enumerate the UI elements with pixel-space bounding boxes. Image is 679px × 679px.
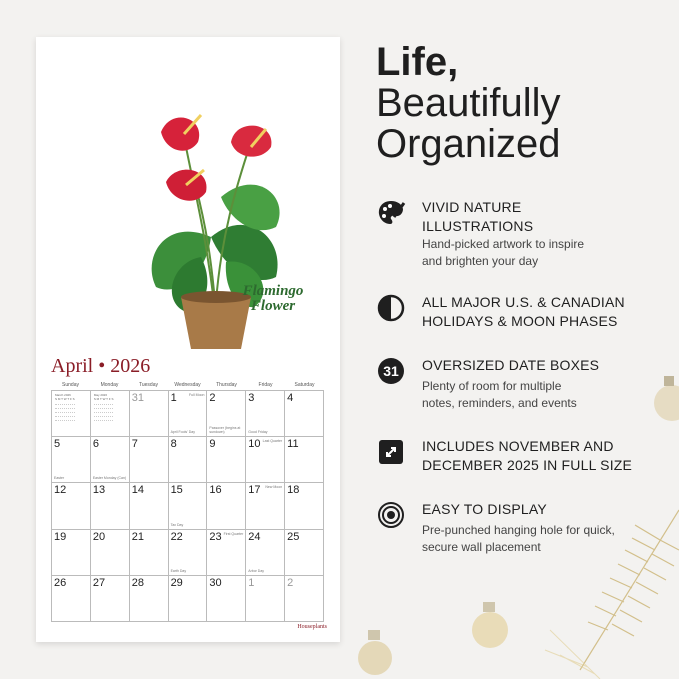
date-number: 17 — [248, 484, 261, 497]
date-number: 2 — [209, 392, 216, 404]
plant-caption-line1: Flamingo — [242, 283, 304, 299]
date-cell — [246, 391, 285, 437]
date-number: 25 — [287, 530, 300, 543]
date-cell — [207, 576, 246, 622]
date-cell — [246, 483, 285, 529]
date-cell — [52, 483, 91, 529]
weekday-label: Thursday — [216, 382, 237, 388]
weekday-label: Sunday — [62, 382, 79, 388]
mini-calendar-header: S M T W T F S — [55, 397, 75, 401]
headline-line2: Beautifully — [376, 81, 561, 125]
expand-icon — [376, 437, 406, 467]
mini-calendar-row — [55, 417, 75, 421]
holiday-note: Easter — [54, 476, 65, 481]
date-number: 22 — [170, 530, 183, 543]
date-cell — [169, 483, 208, 529]
date-cell — [169, 437, 208, 483]
weekday-label: Tuesday — [139, 382, 158, 388]
calendar-31-icon-text: 31 — [383, 363, 399, 379]
date-cell — [207, 437, 246, 483]
date-number: 24 — [248, 530, 261, 543]
date-cell — [285, 437, 324, 483]
date-cell — [207, 483, 246, 529]
feature-desc-line2: notes, reminders, and events — [422, 396, 577, 410]
ornament-right-decoration — [650, 368, 679, 428]
feature-title-line1: EASY TO DISPLAY — [422, 501, 547, 517]
date-cell — [52, 391, 91, 437]
feature-title — [422, 356, 599, 375]
feature-title-line1: ALL MAJOR U.S. & CANADIAN — [422, 294, 625, 310]
headline — [376, 42, 561, 165]
feature-title — [422, 437, 632, 475]
mini-calendar-title: March 2026 — [55, 393, 71, 397]
date-number: 15 — [170, 484, 183, 497]
date-cell — [91, 576, 130, 622]
plant-caption-line2: Flower — [250, 298, 296, 314]
pine-branch-decoration — [540, 480, 679, 679]
weekday-label: Friday — [258, 382, 273, 388]
date-number: 5 — [54, 438, 61, 451]
date-cell — [207, 530, 246, 576]
date-cell — [246, 437, 285, 483]
weekday-label: Saturday — [294, 382, 315, 388]
headline-line3: Organized — [376, 122, 561, 166]
date-number: 3 — [248, 392, 255, 404]
month-title — [51, 355, 150, 378]
brand-label: Houseplants — [297, 624, 327, 630]
feature-title — [422, 293, 625, 331]
date-number: 7 — [131, 438, 138, 451]
calendar-31-icon — [376, 356, 406, 386]
date-cell — [285, 391, 324, 437]
month-name: April — [51, 355, 94, 377]
holiday-note: Good Friday — [248, 430, 268, 435]
date-number: 1 — [170, 392, 177, 404]
date-number: 27 — [92, 576, 106, 589]
date-cell — [91, 437, 130, 483]
date-number: 26 — [54, 576, 67, 589]
ornament-bottom-decoration — [355, 600, 515, 679]
date-cell — [91, 483, 130, 529]
plant-caption — [228, 284, 318, 314]
date-number: 23 — [209, 530, 222, 543]
date-number: 14 — [131, 484, 144, 497]
date-number: 2 — [287, 576, 294, 589]
feature-desc-line1: Hand-picked artwork to inspire — [422, 237, 585, 251]
date-number: 31 — [131, 392, 144, 404]
date-cell — [130, 437, 169, 483]
date-number: 4 — [287, 392, 294, 404]
date-number: 8 — [170, 438, 177, 451]
palette-icon — [376, 198, 406, 228]
mini-calendar-header: S M T W T F S — [93, 397, 114, 401]
date-number: 20 — [92, 530, 106, 543]
date-cell — [169, 391, 208, 437]
date-cell — [130, 576, 169, 622]
month-year: 2026 — [110, 355, 151, 377]
mini-calendar — [55, 393, 75, 421]
weekday-header — [51, 382, 324, 388]
weekday-label: Wednesday — [174, 382, 201, 388]
date-number: 19 — [54, 530, 67, 543]
feature-title-line1: INCLUDES NOVEMBER AND — [422, 438, 614, 454]
feature-title-line2: HOLIDAYS & MOON PHASES — [422, 313, 618, 329]
date-cell — [91, 530, 130, 576]
moon-phase-note: New Moon — [265, 485, 283, 490]
moon-phase-note: Full Moon — [189, 393, 205, 397]
calendar-grid — [51, 390, 324, 622]
calendar-page — [36, 37, 340, 642]
date-number: 10 — [248, 438, 261, 451]
date-cell — [169, 576, 208, 622]
date-cell — [130, 530, 169, 576]
mini-calendar — [94, 393, 114, 421]
moon-phase-note: Last Quarter — [262, 439, 283, 444]
date-number: 18 — [287, 484, 300, 497]
date-number: 1 — [248, 576, 255, 589]
weekday-label: Monday — [100, 382, 119, 388]
holiday-note: Passover (begins at sundown) — [209, 426, 241, 435]
date-number: 16 — [209, 484, 222, 497]
month-separator: • — [98, 355, 106, 377]
date-cell — [52, 437, 91, 483]
date-number: 29 — [170, 576, 183, 589]
date-cell — [169, 530, 208, 576]
date-number: 30 — [209, 576, 222, 589]
holiday-note: Arbor Day — [248, 568, 265, 573]
moon-phase-icon — [376, 293, 406, 323]
mini-calendar-title: May 2026 — [93, 393, 108, 397]
feature-title-line2: DECEMBER 2025 IN FULL SIZE — [422, 457, 633, 473]
hanging-hole-icon — [376, 500, 406, 530]
date-cell — [130, 483, 169, 529]
feature-description — [422, 236, 584, 270]
feature-title-line1: OVERSIZED DATE BOXES — [422, 357, 600, 373]
feature-desc-line1: Plenty of room for multiple — [422, 379, 562, 393]
date-number: 11 — [287, 438, 299, 451]
date-cell — [52, 530, 91, 576]
feature-title — [422, 198, 533, 236]
feature-desc-line1: Pre-punched hanging hole for quick, — [422, 523, 615, 537]
feature-title-line2: ILLUSTRATIONS — [422, 218, 534, 234]
holiday-note: Earth Day — [170, 568, 187, 573]
date-number: 13 — [92, 484, 106, 497]
headline-line1: Life, — [376, 40, 459, 84]
date-cell — [246, 530, 285, 576]
date-cell — [285, 576, 324, 622]
date-number: 21 — [131, 530, 144, 543]
feature-desc-line2: and brighten your day — [422, 254, 539, 268]
date-cell — [285, 483, 324, 529]
date-cell — [207, 391, 246, 437]
feature-desc-line2: secure wall placement — [422, 540, 541, 554]
date-number: 12 — [54, 484, 67, 497]
date-cell — [130, 391, 169, 437]
date-number: 28 — [131, 576, 144, 589]
feature-description — [422, 378, 577, 412]
date-number: 9 — [209, 438, 216, 451]
moon-phase-note: First Quarter — [223, 531, 244, 536]
mini-calendar-row — [94, 417, 114, 421]
holiday-note: Easter Monday (Can) — [92, 476, 127, 481]
date-cell — [285, 530, 324, 576]
holiday-note: Tax Day — [170, 522, 184, 527]
feature-title — [422, 500, 547, 519]
date-cell — [91, 391, 130, 437]
date-cell — [246, 576, 285, 622]
date-cell — [52, 576, 91, 622]
date-number: 6 — [92, 438, 99, 451]
holiday-note: April Fools' Day — [170, 430, 195, 435]
feature-title-line1: VIVID NATURE — [422, 199, 522, 215]
